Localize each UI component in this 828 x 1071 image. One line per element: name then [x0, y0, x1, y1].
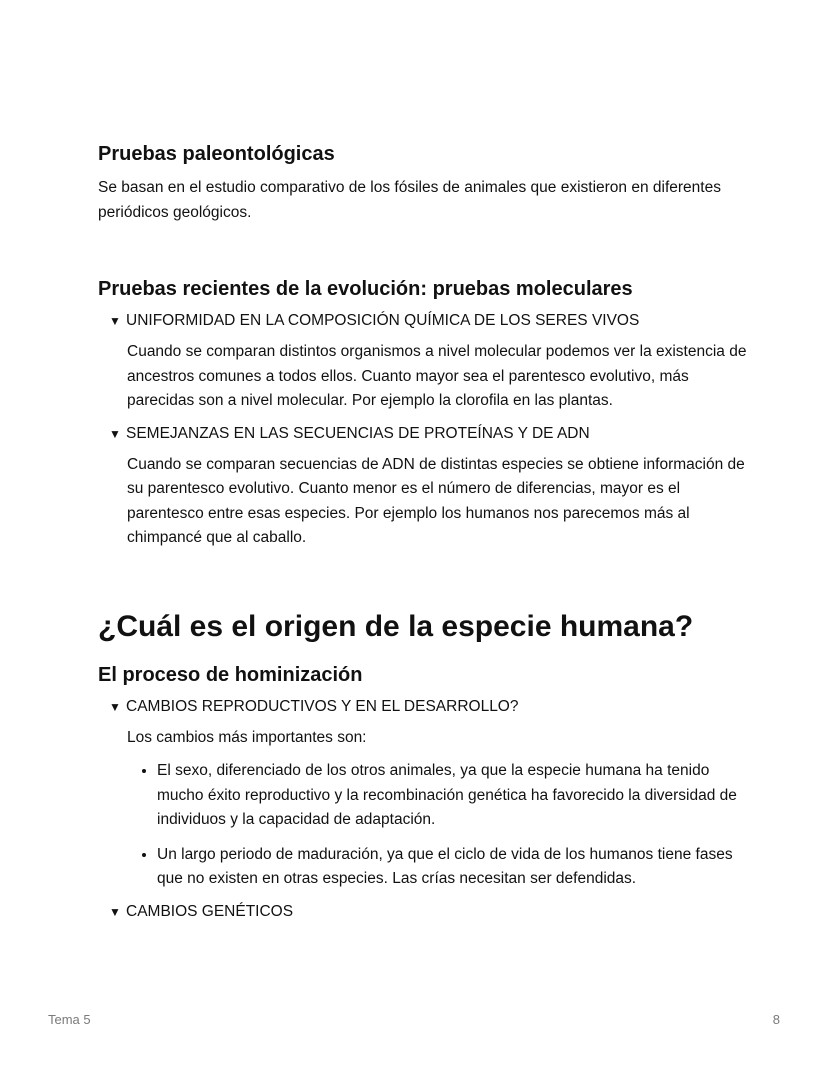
footer-chapter: Tema 5	[48, 1012, 91, 1027]
toggle-triangle-icon[interactable]: ▼	[109, 314, 121, 328]
main-heading: ¿Cuál es el origen de la especie humana?	[98, 609, 694, 643]
toggle-intro: Los cambios más importantes son:	[127, 728, 367, 746]
bullet-list	[127, 759, 748, 892]
toggle-triangle-icon[interactable]: ▼	[109, 904, 121, 919]
heading-molecular-evidence: Pruebas recientes de la evolución: pruebas moleculares	[98, 278, 633, 300]
toggle-header[interactable]	[109, 309, 748, 333]
toggle-paragraph: Cuando se comparan distintos organismos a nivel molecular podemos ver la existencia de ancestros comunes a todos ellos. Cuanto mayor sea el parentesco evolutivo, más parecidas son a nivel molecular. Por ejemplo la clorofila en las plantas.	[127, 343, 747, 409]
toggle-title: SEMEJANZAS EN LAS SECUENCIAS DE PROTEÍNAS Y DE ADN	[126, 424, 590, 442]
toggle-body	[127, 726, 748, 892]
toggle-triangle-icon[interactable]: ▼	[109, 426, 121, 441]
toggle-title: CAMBIOS GENÉTICOS	[126, 902, 294, 920]
toggle-title: UNIFORMIDAD EN LA COMPOSICIÓN QUÍMICA DE LOS SERES VIVOS	[126, 312, 640, 329]
heading-hominization: El proceso de hominización	[98, 663, 363, 686]
list-item: • Un largo periodo de maduración, ya que el ciclo de vida de los humanos tiene fases que no existen en otras especies. Las crías necesitan ser defendidas.	[157, 843, 748, 892]
toggle-body	[127, 340, 748, 414]
toggle-header[interactable]	[109, 695, 748, 719]
footer-page-number: 8	[772, 1012, 780, 1027]
toggle-paragraph: Cuando se comparan secuencias de ADN de distintas especies se obtiene información de su parentesco evolutivo. Cuanto menor es el número de diferencias, mayor es el parentesco entre esas especies. Por ejemplo los humanos nos parecemos más al chimpancé que al caballo.	[127, 455, 745, 546]
toggle-header[interactable]	[109, 422, 748, 446]
list-item: • El sexo, diferenciado de los otros animales, ya que la especie humana ha tenido mucho éxito reproductivo y la recombinación genética ha favorecido la diversidad de individuos y la capacidad de adaptación.	[157, 759, 748, 833]
toggle-body	[127, 453, 748, 551]
toggle-similarities[interactable]	[109, 422, 748, 551]
toggle-header[interactable]	[109, 900, 748, 924]
page-content	[98, 140, 748, 924]
toggle-triangle-icon[interactable]: ▼	[109, 699, 121, 714]
toggle-genetic-changes[interactable]	[109, 900, 748, 924]
paragraph-paleontological: Se basan en el estudio comparativo de los fósiles de animales que existieron en diferentes periódicos geológicos.	[98, 179, 721, 221]
toggle-reproductive-changes[interactable]	[109, 695, 748, 892]
heading-paleontological: Pruebas paleontológicas	[98, 143, 335, 165]
toggle-uniformity[interactable]	[109, 309, 748, 414]
toggle-title: CAMBIOS REPRODUCTIVOS Y EN EL DESARROLLO?	[126, 697, 519, 715]
